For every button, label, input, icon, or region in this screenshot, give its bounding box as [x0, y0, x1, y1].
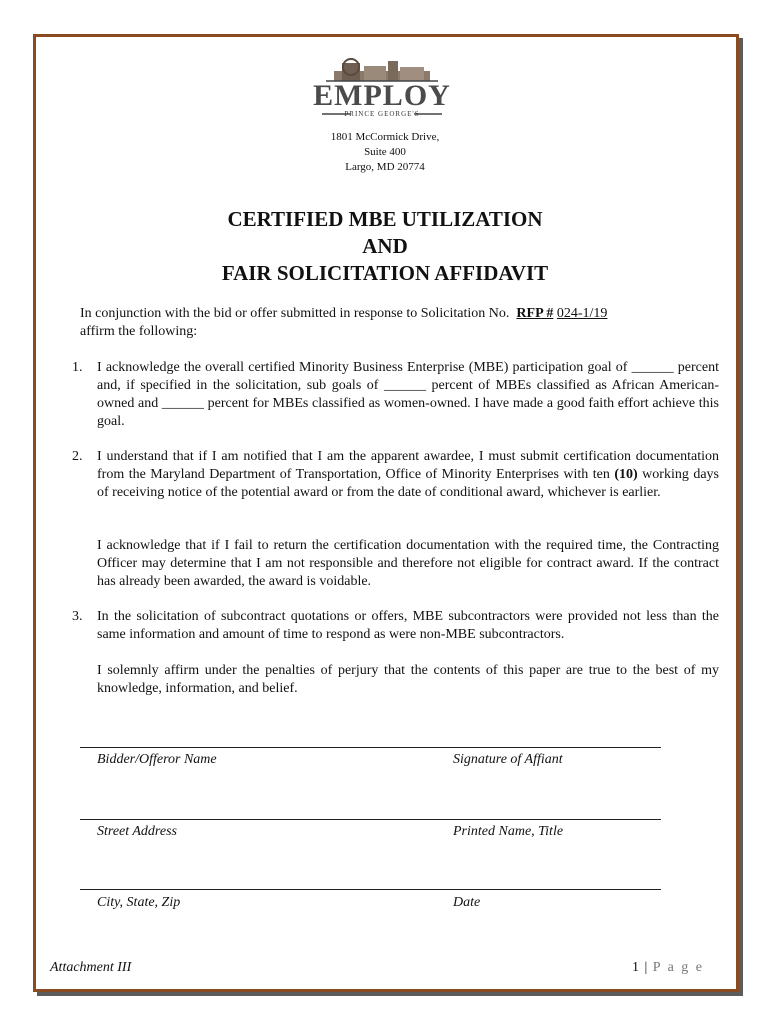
street-address-label: Street Address [97, 824, 177, 839]
intro-line-2: affirm the following: [80, 324, 198, 339]
intro-paragraph [80, 305, 720, 341]
date-label: Date [453, 895, 481, 910]
signature-line-1[interactable] [80, 747, 661, 748]
item-2-number: 2. [72, 449, 83, 464]
rfp-label: RFP # [516, 306, 554, 321]
title-line-2: AND [362, 234, 408, 258]
signature-affiant-label: Signature of Affiant [453, 752, 563, 767]
address-line-2: Suite 400 [364, 146, 406, 158]
signature-line-3[interactable] [80, 889, 661, 890]
item-3-paragraph-2: I solemnly affirm under the penalties of perjury that the contents of this paper are true to the best of my knowledge, information, and belief. [97, 663, 719, 696]
item-2-text-a: I understand that if I am notified that I am the apparent awardee, I must submit certification documentation from the Maryland Department of Transportation, Office of Minority Enterprises with ten [97, 449, 719, 482]
page-border [33, 34, 739, 992]
page-number: 1 [631, 960, 640, 975]
item-2-text-b: working days of receiving notice of the potential award or from the date of conditional award, whichever is earlier. [97, 467, 719, 500]
intro-text: In conjunction with the bid or offer submitted in response to Solicitation No. [80, 306, 510, 321]
page-footer [632, 960, 704, 976]
title-line-1: CERTIFIED MBE UTILIZATION [227, 207, 543, 231]
page-word: P a g e [652, 960, 704, 975]
item-1-number: 1. [72, 360, 83, 375]
bidder-name-label: Bidder/Offeror Name [97, 752, 217, 767]
employ-logo [312, 57, 452, 121]
city-state-zip-label: City, State, Zip [97, 895, 181, 910]
logo-word: EMPLOY [313, 79, 451, 112]
item-1-text: I acknowledge the overall certified Minority Business Enterprise (MBE) participation goal of ______ percent and, if specified in the solicitation, sub goals of ______ percent of MBEs classified as African American-owned and ______ percent for MBEs classified as women-owned. I have made a good faith effort achieve this goal. [97, 360, 719, 429]
printed-name-label: Printed Name, Title [453, 824, 564, 839]
item-3-number: 3. [72, 609, 83, 624]
item-2-paragraph-2: I acknowledge that if I fail to return the certification documentation with the required time, the Contracting Officer may determine that I am not responsible and therefore not eligible for contract award. If the contract has already been awarded, the award is voidable. [97, 538, 719, 589]
rfp-number: 024-1/19 [556, 306, 608, 321]
address-line-1: 1801 McCormick Drive, [330, 131, 440, 143]
item-3-text: In the solicitation of subcontract quotations or offers, MBE subcontractors were provided not less than the same information and amount of time to respond as were non-MBE subcontractors. [97, 609, 719, 642]
item-2-text [97, 448, 719, 502]
title-line-3: FAIR SOLICITATION AFFIDAVIT [221, 261, 549, 285]
logo-subtitle: PRINCE GEORGE'S [344, 110, 420, 118]
item-2-bold: (10) [614, 467, 638, 482]
page-separator: | [639, 960, 653, 975]
signature-line-2[interactable] [80, 819, 661, 820]
address-line-3: Largo, MD 20774 [345, 161, 425, 173]
attachment-label: Attachment III [50, 960, 132, 975]
